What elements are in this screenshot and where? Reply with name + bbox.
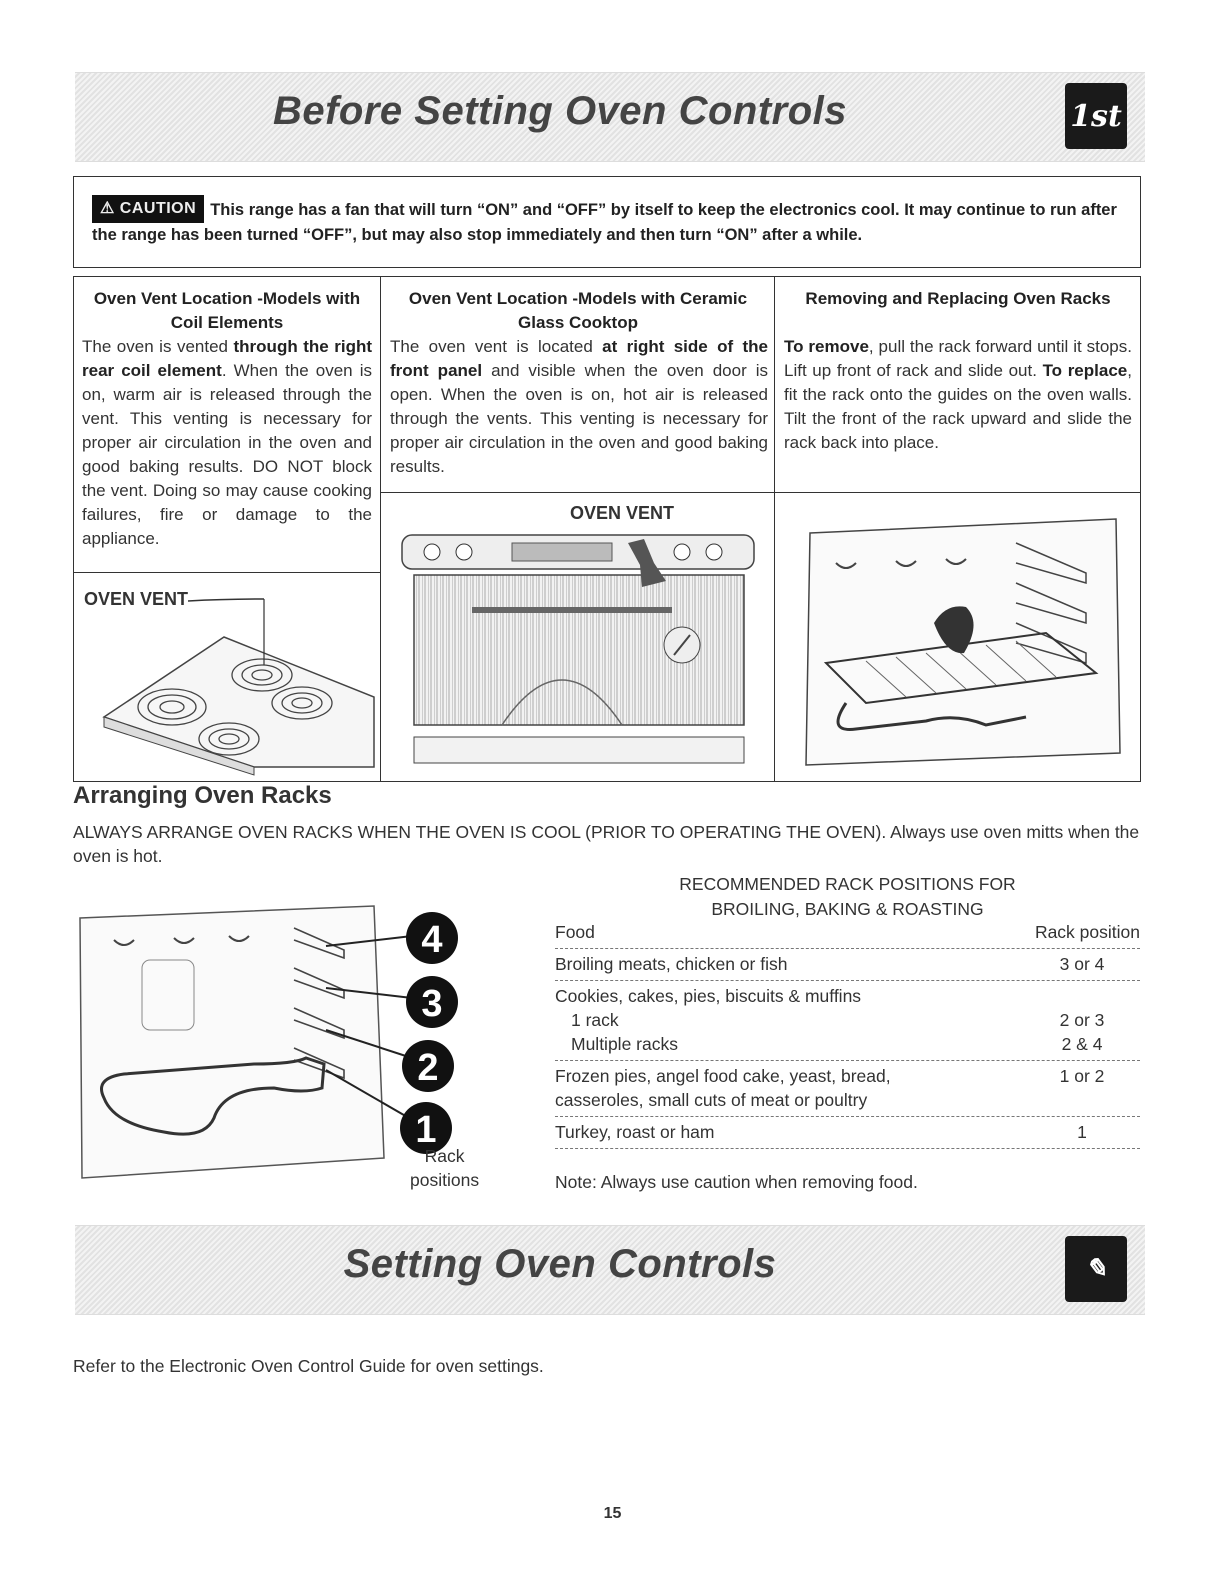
- section-title: Setting Oven Controls: [343, 1242, 777, 1286]
- table-header: Food Rack position: [555, 917, 1140, 949]
- bottom-banner: [75, 1225, 1145, 1315]
- top-banner: [75, 72, 1145, 162]
- refer-text: Refer to the Electronic Oven Control Guide for oven settings.: [73, 1356, 544, 1376]
- table-row: Turkey, roast or ham 1: [555, 1117, 1140, 1149]
- table-row: Cookies, cakes, pies, biscuits & muffins 1 rack Multiple racks 2 or 3 2 & 4: [555, 981, 1140, 1061]
- page-number: 15: [603, 1505, 622, 1522]
- table-note: Note: Always use caution when removing food.: [555, 1172, 918, 1192]
- rack-removal-text: To remove, pull the rack forward until it stops. Lift up front of rack and slide out. To replace, fit the rack onto the guides on the oven walls. Tilt the front of the rack upward and slide the rack back into place.: [784, 337, 1132, 452]
- coil-vent-heading: Oven Vent Location -Models with Coil Elements: [93, 289, 361, 332]
- arranging-racks-heading: Arranging Oven Racks: [73, 782, 332, 809]
- vent-info-grid: [73, 276, 1141, 782]
- caution-badge: ⚠ CAUTION: [92, 195, 204, 223]
- table-row: Broiling meats, chicken or fish 3 or 4: [555, 949, 1140, 981]
- coil-vent-text: The oven is vented through the right rear coil element. When the oven is on, warm air is released through the vent. This venting is necessary for proper air circulation in the oven and good baking results. DO NOT block the vent. Doing so may cause cooking failures, fire or damage to the appliance.: [82, 337, 372, 548]
- rack-3-number: 3: [421, 983, 443, 1025]
- rack-removal-heading: Removing and Replacing Oven Racks: [805, 289, 1111, 308]
- caution-message: This range has a fan that will turn “ON” and “OFF” by itself to keep the electronics cool. It may continue to run after the range has been turned “OFF”, but may also stop immediately and then turn “ON” after a while.: [92, 201, 1117, 244]
- ceramic-vent-heading: Oven Vent Location -Models with Ceramic Glass Cooktop: [408, 289, 748, 332]
- first-step-icon: 1st: [1065, 83, 1127, 149]
- oven-controls-icon: ✎: [1065, 1236, 1127, 1302]
- oven-vent-label-ceramic: OVEN VENT: [570, 503, 675, 523]
- ceramic-vent-text: The oven vent is located at right side of the front panel and visible when the oven door is open. When the oven is on, hot air is released through the vents. This venting is necessary for proper air circulation in the oven and good baking results.: [390, 337, 768, 476]
- table-row: Frozen pies, angel food cake, yeast, bread, casseroles, small cuts of meat or poultry 1 or 2: [555, 1061, 1140, 1117]
- arranging-intro: ALWAYS ARRANGE OVEN RACKS WHEN THE OVEN IS COOL (PRIOR TO OPERATING THE OVEN). Always use oven mitts when the oven is hot.: [73, 822, 1140, 866]
- oven-vent-label-coil: OVEN VENT: [84, 589, 189, 609]
- rack-positions-table: [555, 917, 1140, 1149]
- caution-text-block: [92, 195, 1124, 247]
- rack-2-number: 2: [417, 1047, 439, 1089]
- rack-positions-label: Rack positions: [410, 1146, 480, 1190]
- coil-cooktop-illustration: [84, 577, 376, 777]
- oven-front-illustration: [392, 525, 764, 779]
- caution-box: [73, 176, 1141, 268]
- rack-table-title: RECOMMENDED RACK POSITIONS FOR BROILING, BAKING & ROASTING: [679, 874, 1016, 919]
- rack-removal-illustration: [786, 503, 1136, 777]
- section-title: Before Setting Oven Controls: [272, 89, 848, 133]
- rack-4-number: 4: [421, 919, 443, 961]
- rack-1-number: 1: [415, 1109, 437, 1151]
